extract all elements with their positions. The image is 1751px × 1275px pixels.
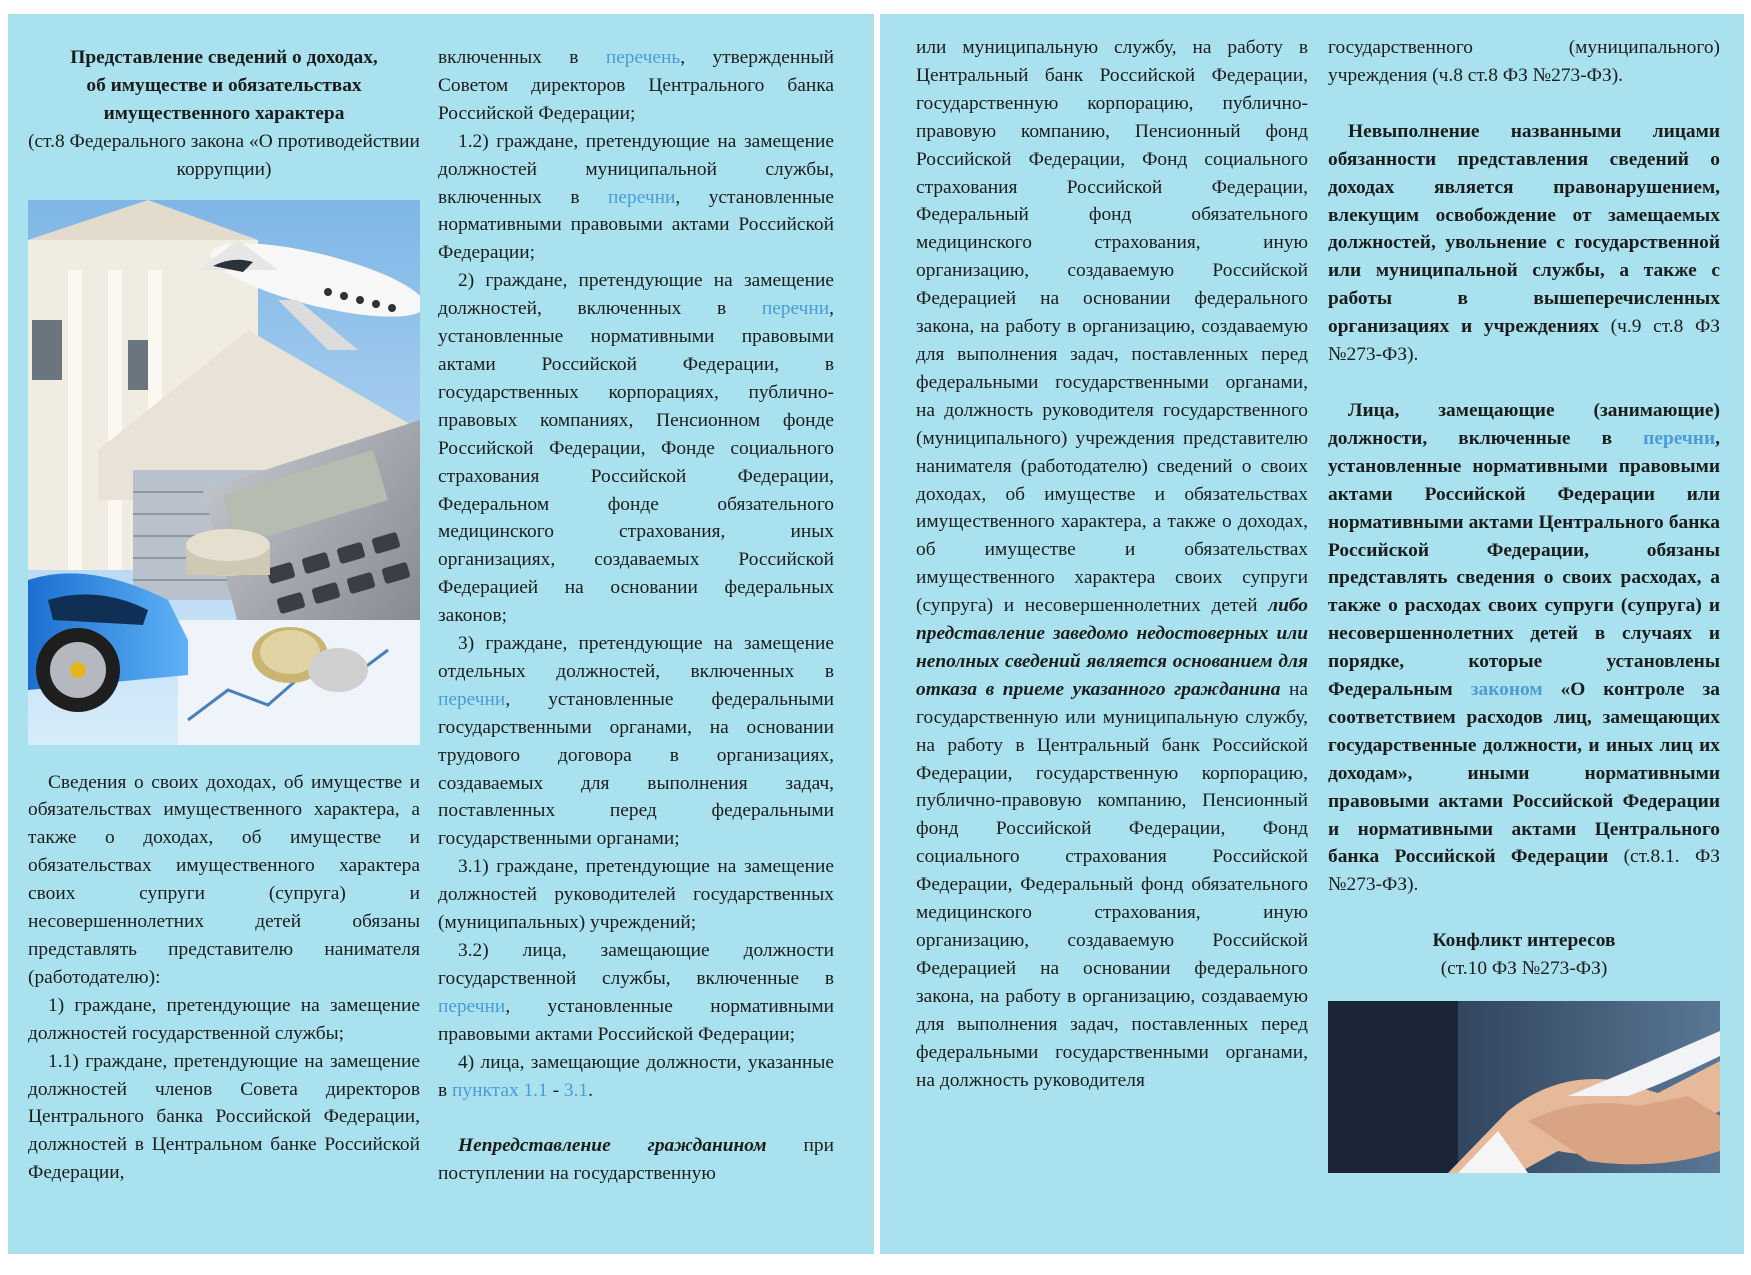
brochure-right-panel [880, 14, 1744, 1254]
non-submission-paragraph [438, 1132, 834, 1188]
expenses-paragraph [1328, 397, 1720, 899]
link-perechni[interactable]: перечни [438, 995, 506, 1017]
link-perechni[interactable]: перечни [761, 298, 830, 320]
text-span: (ч.9 ст.8 ФЗ №273-ФЗ). [1328, 316, 1720, 366]
title-law-reference: (ст.8 Федерального закона «О противодействии коррупции) [28, 130, 420, 180]
bold-text: «О контроле за соответствием расходов лиц, замещающих государственные должности, и иных лиц их доходам», иными нормативными правовыми актами Российской Федерации и нормативными актами Центрального банка Российской Федерации [1328, 679, 1720, 868]
list-item-2 [438, 267, 834, 630]
text-span: , установленные нормативными правовыми актами Российской Федерации; [438, 186, 834, 264]
column-1 [28, 44, 420, 1187]
column-3 [916, 34, 1308, 1094]
intro-paragraph: Сведения о своих доходах, об имуществе и обязательствах имущественного характера, а также о доходах, об имуществе и обязательствах имущественного характера своих супруги (супруга) и несовершеннолетних детей обязаны представлять представителю нанимателя (работодателю): [28, 771, 420, 988]
text-span: (ст.8.1. ФЗ №273-ФЗ). [1328, 846, 1720, 896]
brochure-title [28, 44, 420, 128]
text-span: на государственную или муниципальную службу, на работу в Центральный банк Российской Федерации, государственную корпорацию, публично-правовую компанию, Пенсионный фонд Российской Федерации, Фонд социального страхования Российской Федерации, Федеральный фонд обязательного медицинского страхования, иную организацию, создаваемую Российской Федерацией на основании федерального закона, на работу в организацию, создаваемую для выполнения задач, поставленных перед федеральными государственными органами, на должность руководителя [916, 678, 1308, 1091]
text-span: , утвержденный Советом директоров Центрального банка Российской Федерации; [438, 47, 834, 124]
title-line-1: Представление сведений о доходах, [70, 47, 378, 68]
link-perechni[interactable]: перечни [1643, 427, 1716, 449]
text-span: 3) граждане, претендующие на замещение отдельных должностей, включенных в [438, 633, 834, 682]
list-item-1-1-cont [438, 44, 834, 128]
column-4 [1328, 34, 1720, 1173]
list-item-1-1: 1.1) граждане, претендующие на замещение должностей членов Совета директоров Центрального банка Российской Федерации, должностей в Центральном банке Российской Федерации, [28, 1050, 420, 1184]
text-span: . [588, 1079, 593, 1101]
conflict-of-interest-title: Конфликт интересов [1432, 930, 1616, 952]
brochure-left-panel [8, 14, 874, 1254]
text-span: 1.2) граждане, претендующие на замещение должностей муниципальной службы, включенных в [438, 130, 834, 208]
list-item-1: 1) граждане, претендующие на замещение должностей государственной службы; [28, 994, 420, 1044]
non-submission-cont [916, 34, 1308, 1094]
text-span: , установленные нормативными правовыми актами Российской Федерации; [438, 995, 834, 1045]
link-punkt-1-1[interactable]: пунктах 1.1 [452, 1079, 548, 1101]
title-line-2: об имуществе и обязательствах [86, 74, 362, 96]
list-item-3 [438, 630, 834, 853]
violation-paragraph [1328, 118, 1720, 369]
link-perechen[interactable]: перечень [605, 47, 681, 68]
handshake-icon [1328, 1001, 1720, 1173]
text-span: включенных в [438, 47, 606, 68]
text-span: 3.2) лица, замещающие должности государственной службы, включенные в [438, 940, 834, 989]
bold-text: Невыполнение названными лицами обязанности представления сведений о доходах является правонарушением, влекущим освобождение от замещаемых должностей, увольнение с государственной или муниципальной службы, а также с работы в вышеперечисленных организациях и учреждениях [1328, 120, 1720, 338]
title-line-3: имущественного характера [103, 102, 345, 124]
text-span: или муниципальную службу, на работу в Центральный банк Российской Федерации, государственную корпорацию, публично-правовую компанию, Пенсионный фонд Российской Федерации, Фонд социального страхования Российской Федерации, Федеральный фонд обязательного медицинского страхования, иную организацию, создаваемую Российской Федерацией на основании федерального закона, на работу в организацию, создаваемую для выполнения задач, поставленных перед федеральными государственными органами, на должность руководителя государственного (муниципального) учреждения представителю нанимателя (работодателю) сведений о своих доходах, об имуществе и обязательствах имущественного характера, а также о доходах, об имуществе и обязательствах имущественного характера своих супруги (супруга) и несовершеннолетних детей [916, 37, 1308, 617]
conflict-of-interest-ref: (ст.10 ФЗ №273-ФЗ) [1440, 958, 1608, 980]
emphasis-text: Непредставление гражданином [458, 1135, 767, 1157]
emphasis-text: либо представление заведомо недостоверных или неполных сведений является основанием для отказа в приеме указанного гражданина [916, 595, 1308, 700]
link-perechni[interactable]: перечни [438, 688, 506, 710]
list-item-4 [438, 1049, 834, 1105]
text-span: 2) граждане, претендующие на замещение должностей, включенных в [438, 270, 834, 320]
bold-text: Лица, замещающие (занимающие) должности, включенные в [1328, 399, 1720, 449]
text-span: 4) лица, замещающие должности, указанные в [438, 1051, 834, 1101]
link-zakonom[interactable]: законом [1470, 679, 1543, 701]
bold-text: , установленные нормативными правовыми актами Российской Федерации или нормативными актами Центрального банка Российской Федерации, обязаны представлять сведения о своих расходах, а также о расходах своих супруги (супруга) и несовершеннолетних детей в случаях и порядке, которые установлены Федеральным [1328, 427, 1720, 701]
text-span: - [547, 1079, 564, 1101]
law-ref-paragraph: государственного (муниципального) учреждения (ч.8 ст.8 ФЗ №273-ФЗ). [1328, 37, 1720, 86]
link-punkt-3-1[interactable]: 3.1 [563, 1079, 589, 1101]
link-perechni[interactable]: перечни [608, 186, 676, 208]
column-2 [438, 44, 834, 1188]
text-span: , установленные нормативными правовыми актами Российской Федерации, в государственных корпорациях, публично-правовых компаниях, Пенсионном фонде Российской Федерации, Фонде социального страхования Российской Федерации, Федеральном фонде обязательного медицинского страхования, иных организациях, создаваемых Российской Федерацией на основании федеральных законов; [438, 298, 834, 627]
text-span: , установленные федеральными государственными органами, на основании трудового договора в организациях, создаваемых для выполнения задач, поставленных перед федеральными государственными органами; [438, 688, 834, 850]
house-plane-car-calculator-coins-icon [28, 200, 420, 745]
list-item-3-2 [438, 937, 834, 1049]
list-item-1-2 [438, 128, 834, 268]
list-item-3-1: 3.1) граждане, претендующие на замещение должностей руководителей государственных (муниципальных) учреждений; [438, 856, 834, 934]
text-span: при поступлении на государственную [438, 1135, 834, 1185]
